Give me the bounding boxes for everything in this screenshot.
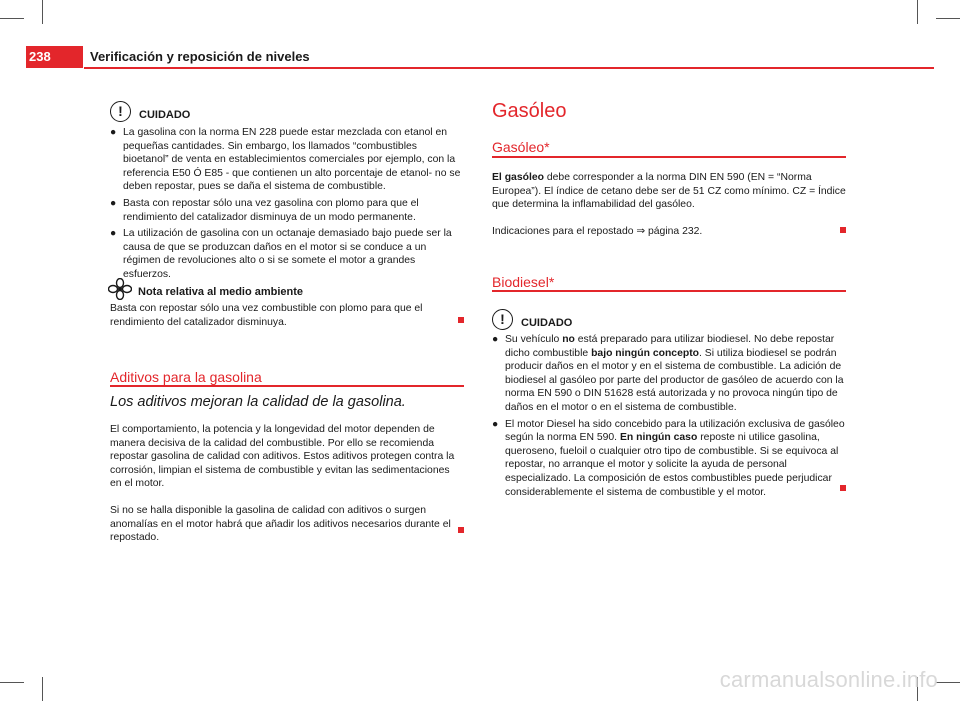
caution-title: CUIDADO <box>521 317 573 329</box>
warning-icon: ! <box>492 309 513 330</box>
crop-mark <box>42 0 43 24</box>
section-rule <box>110 385 464 387</box>
caution-title: CUIDADO <box>139 109 191 121</box>
watermark: carmanualsonline.info <box>719 667 938 692</box>
list-item: ● La gasolina con la norma EN 228 puede estar mezclada con etanol en pequeñas cantidades. Sin embargo, los llamados “combustibles bioetanol” de venta en establecimientos comerciales por ejemplo, con la referencia E50 Ó E85 - que contienen un alto porcentaje de etanol- no se deben repostar, pues se daña el sistema de combustible. <box>110 127 461 193</box>
environment-note-title: Nota relativa al medio ambiente <box>138 286 304 298</box>
end-marker <box>458 527 464 533</box>
section-heading: Aditivos para la gasolina <box>110 369 262 385</box>
gasoleo-paragraph: El gasóleo debe corresponder a la norma DIN EN 590 (EN = “Norma Europea”). El índice de cetano debe ser de 51 CZ como mínimo. CZ = Índice que determina la inflamabilidad del gasóleo. <box>492 172 846 211</box>
crop-mark <box>0 18 24 19</box>
end-marker <box>840 227 846 233</box>
environment-note-text: Basta con repostar sólo una vez combustible con plomo para que el rendimiento del catalizador disminuya. <box>110 303 423 328</box>
list-item: ● La utilización de gasolina con un octanaje demasiado bajo puede ser la causa de que se produzcan daños en el motor si se conduce a un régimen de revoluciones alto o si se somete el motor a grandes esfuerzos. <box>110 228 452 280</box>
subsection-rule <box>492 290 846 292</box>
page-number: 238 <box>29 49 51 64</box>
caution-list <box>110 126 464 282</box>
gasoleo-body: El gasóleo debe corresponder a la norma DIN EN 590 (EN = “Norma Europea”). El índice de cetano debe ser de 51 CZ como mínimo. CZ = Índice que determina la inflamabilidad del gasóleo. Indicaciones para el repostado ⇒ página 232. <box>492 172 846 237</box>
page-title: Gasóleo <box>492 100 567 122</box>
crop-mark <box>917 0 918 24</box>
crop-mark <box>936 18 960 19</box>
subsection-heading: Gasóleo* <box>492 139 550 155</box>
subsection-rule <box>492 156 846 158</box>
crop-mark <box>936 682 960 683</box>
subsection-heading: Biodiesel* <box>492 274 555 290</box>
crop-mark <box>42 677 43 701</box>
list-item: ● Su vehículo no está preparado para utilizar biodiesel. No debe repostar dicho combustible bajo ningún concepto. Si utiliza biodiesel se podrán producir daños en el motor y en el sistema de combustible. La adición de biodiesel al gasóleo por parte del productor de gasóleo de acuerdo con la norma EN 590 o DIN 51628 está autorizada y no provoca ningún tipo de daños en el motor o en el sistema de combustible. <box>492 334 844 413</box>
running-title: Verificación y reposición de niveles <box>90 49 310 64</box>
end-marker <box>458 317 464 323</box>
section-body: El comportamiento, la potencia y la longevidad del motor dependen de manera decisiva de la calidad del combustible. Por ello se recomienda repostar gasolina de calidad con aditivos. Estos aditivos protegen contra la corrosión, limpian el sistema de combustible y evitan las sedimentaciones en el motor. Si no se halla disponible la gasolina de calidad con aditivos o surgen anomalías en el motor habrá que añadir los aditivos necesarios durante el repostado. <box>110 424 455 544</box>
crop-mark <box>0 682 24 683</box>
section-lead: Los aditivos mejoran la calidad de la gasolina. <box>110 394 406 410</box>
biodiesel-caution-list <box>492 333 846 499</box>
list-item: ● El motor Diesel ha sido concebido para la utilización exclusiva de gasóleo según la norma EN 590. En ningún caso reposte ni utilice gasolina, queroseno, fueloil o cualquier otro tipo de combustible. Si se equivoca al repostar, no arranque el motor y solicite la ayuda de personal especializado. La composición de estos combustibles puede perjudicar considerablemente el sistema de combustible y el motor. <box>492 418 845 498</box>
header-rule <box>84 67 934 69</box>
list-item: ● Basta con repostar sólo una vez gasolina con plomo para que el rendimiento del catalizador disminuya de un modo permanente. <box>110 197 419 223</box>
end-marker <box>840 485 846 491</box>
warning-icon: ! <box>110 101 131 122</box>
environment-icon <box>108 278 132 300</box>
